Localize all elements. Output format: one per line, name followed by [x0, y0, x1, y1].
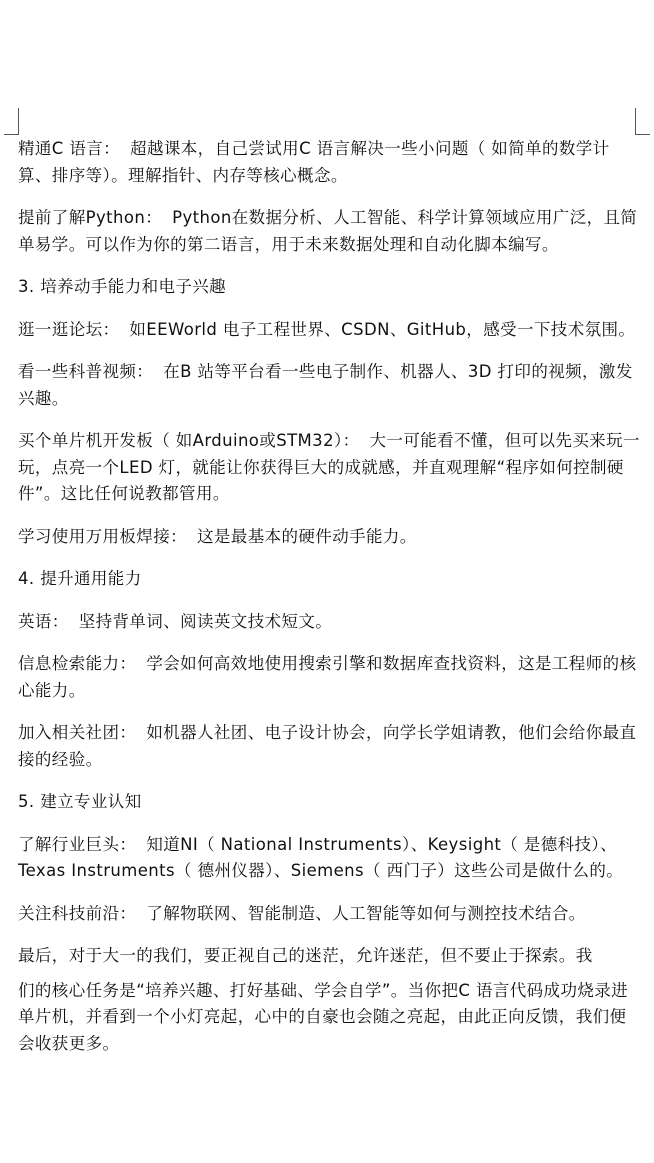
- paragraph-text: 了解物联网、智能制造、人工智能等如何与测控技术结合。: [146, 903, 586, 923]
- paragraph-label: 英语：: [18, 611, 69, 631]
- section-heading-3: 3. 培养动手能力和电子兴趣: [18, 277, 227, 296]
- paragraph-label: 加入相关社团：: [18, 723, 137, 742]
- paragraph-videos: [18, 359, 640, 412]
- document-body: [18, 136, 640, 1073]
- paragraph-tech-frontier: [18, 901, 640, 928]
- page-corner-mark-left: [4, 108, 19, 135]
- paragraph-industry-giants: [18, 832, 640, 885]
- paragraph-label: 逛一逛论坛：: [18, 319, 120, 339]
- paragraph-text: 超越课本，自己尝试用C 语言解决一些小问题（ 如简单的数学计算、排序等）。理解指针、内存等核心概念。: [18, 139, 610, 185]
- paragraph-english: [18, 609, 640, 636]
- paragraph-text: 在B 站等平台看一些电子制作、机器人、3D 打印的视频，激发兴趣。: [18, 362, 633, 408]
- paragraph-text: 大一可能看不懂，但可以先买来玩一玩，点亮一个LED 灯，就能让你获得巨大的成就感，并直观理解“程序如何控制硬件”。这比任何说教都管用。: [18, 431, 640, 503]
- paragraph-label: 精通C 语言：: [18, 139, 121, 158]
- conclusion-line-1: 最后，对于大一的我们，要正视自己的迷茫，允许迷茫，但不要止于探索。我: [18, 946, 593, 965]
- paragraph-text: 知道NI（ National Instruments）、Keysight（ 是德科技）、Texas Instruments（ 德州仪器）、Siemens（ 西门子）这些公司是做什么的。: [18, 834, 624, 880]
- paragraph-label: 关注科技前沿：: [18, 903, 137, 923]
- paragraph-text: Python在数据分析、人工智能、科学计算领域应用广泛，且简单易学。可以作为你的第二语言，用于未来数据处理和自动化脚本编写。: [18, 208, 638, 254]
- paragraph-label: 学习使用万用板焊接：: [18, 526, 187, 546]
- paragraph-label: 信息检索能力：: [18, 654, 137, 673]
- paragraph-text: 学会如何高效地使用搜索引擎和数据库查找资料，这是工程师的核心能力。: [18, 654, 637, 700]
- section-heading-4: 4. 提升通用能力: [18, 569, 142, 588]
- section-heading-5: 5. 建立专业认知: [18, 792, 142, 811]
- page-corner-mark-right: [635, 108, 650, 135]
- paragraph-soldering: [18, 524, 640, 551]
- paragraph-text: 坚持背单词、阅读英文技术短文。: [78, 611, 333, 631]
- paragraph-text: 这是最基本的硬件动手能力。: [197, 526, 417, 546]
- paragraph-c-language: [18, 136, 640, 189]
- paragraph-info-retrieval: [18, 651, 640, 704]
- paragraph-dev-board: [18, 428, 640, 508]
- conclusion-paragraph: 们的核心任务是“培养兴趣、打好基础、学会自学”。当你把C 语言代码成功烧录进单片机，并看到一个小灯亮起，心中的自豪也会随之亮起，由此正向反馈，我们便会收获更多。: [18, 980, 629, 1053]
- paragraph-text: 如EEWorld 电子工程世界、CSDN、GitHub，感受一下技术氛围。: [129, 319, 636, 339]
- paragraph-text: 如机器人社团、电子设计协会，向学长学姐请教，他们会给你最直接的经验。: [18, 723, 637, 769]
- paragraph-python: [18, 205, 640, 258]
- paragraph-label: 买个单片机开发板（ 如Arduino或STM32）：: [18, 431, 360, 450]
- paragraph-label: 提前了解Python：: [18, 208, 163, 227]
- paragraph-clubs: [18, 720, 640, 773]
- paragraph-label: 看一些科普视频：: [18, 362, 154, 381]
- paragraph-forums: [18, 317, 640, 344]
- paragraph-label: 了解行业巨头：: [18, 834, 137, 854]
